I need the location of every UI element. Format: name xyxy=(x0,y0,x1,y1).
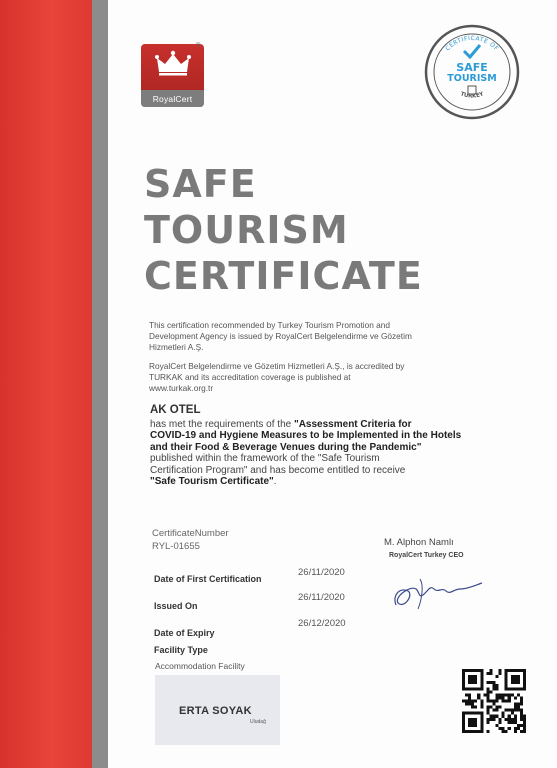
expiry-label: Date of Expiry xyxy=(154,628,215,638)
seal-line1: SAFE xyxy=(456,61,488,74)
title-line-2: TOURISM xyxy=(144,208,349,252)
certification-statement xyxy=(150,419,500,487)
check-icon xyxy=(464,45,480,57)
qr-code xyxy=(462,669,526,733)
intro-p1-line1: This certification recommended by Turkey Tourism Promotion and xyxy=(149,320,391,330)
facility-type-label: Facility Type xyxy=(154,645,208,655)
svg-text:TURKEY xyxy=(459,91,485,100)
signer-name: M. Alphon Namlı xyxy=(384,537,454,548)
registered-mark: ® xyxy=(196,43,201,49)
facility-type-value: Accommodation Facility xyxy=(155,661,245,671)
intro-paragraph-1 xyxy=(149,320,479,353)
intro-p2-line3: www.turkak.org.tr xyxy=(149,383,214,393)
royalcert-logo xyxy=(141,44,204,107)
issued-on-value: 26/11/2020 xyxy=(298,592,345,603)
certificate-number-value: RYL-01655 xyxy=(152,541,200,552)
body-line4: published within the framework of the "Safe Tourism xyxy=(150,453,380,465)
red-side-band xyxy=(0,0,92,768)
body-line5: Certification Program" and has become entitled to receive xyxy=(150,464,406,476)
signature xyxy=(390,565,485,615)
intro-p1-line2: Development Agency is issued by RoyalCert Belgelendirme ve Gözetim xyxy=(149,331,412,341)
intro-paragraph-2 xyxy=(149,361,479,394)
expiry-value: 26/12/2020 xyxy=(298,618,346,629)
title-line-1: SAFE xyxy=(144,162,257,206)
intro-p2-line2: TURKAK and its accreditation coverage is published at xyxy=(149,372,351,382)
first-certification-label: Date of First Certification xyxy=(154,574,262,584)
body-line1-bold: "Assessment Criteria for xyxy=(293,419,412,430)
signer-role: RoyalCert Turkey CEO xyxy=(389,552,464,559)
seal-line2: TOURISM xyxy=(447,73,497,84)
intro-p1-line3: Hizmetleri A.Ş. xyxy=(149,342,204,352)
logo-text: RoyalCert xyxy=(152,94,193,104)
crown-icon xyxy=(141,50,204,81)
svg-text:CERTIFICATE OF xyxy=(444,35,500,53)
intro-p2-line1: RoyalCert Belgelendirme ve Gözetim Hizmetleri A.Ş., is accredited by xyxy=(149,361,405,371)
sponsor-name: ERTA SOYAK xyxy=(179,705,252,717)
seal-bottom-arc: TURKEY xyxy=(459,91,485,100)
seal-mini-icon xyxy=(468,86,476,94)
title-line-3: CERTIFICATE xyxy=(144,254,423,298)
body-line2-bold: COVID-19 and Hygiene Measures to be Implemented in the Hotels xyxy=(150,430,462,442)
sponsor-sub: Uludağ xyxy=(250,719,266,725)
hotel-name: AK OTEL xyxy=(150,404,201,416)
body-line1-pre: has met the requirements of the xyxy=(150,419,294,430)
gray-side-band xyxy=(92,0,108,768)
body-line6-end: . xyxy=(273,476,277,488)
body-line3-bold: and their Food & Beverage Venues during the Pandemic" xyxy=(150,441,422,453)
seal-top-arc: CERTIFICATE OF xyxy=(444,34,500,53)
certificate-number-label: CertificateNumber xyxy=(152,528,229,539)
issued-on-label: Issued On xyxy=(154,601,198,611)
safe-tourism-seal xyxy=(424,24,520,120)
body-line6-bold: "Safe Tourism Certificate" xyxy=(150,476,274,488)
first-certification-value: 26/11/2020 xyxy=(298,567,345,578)
